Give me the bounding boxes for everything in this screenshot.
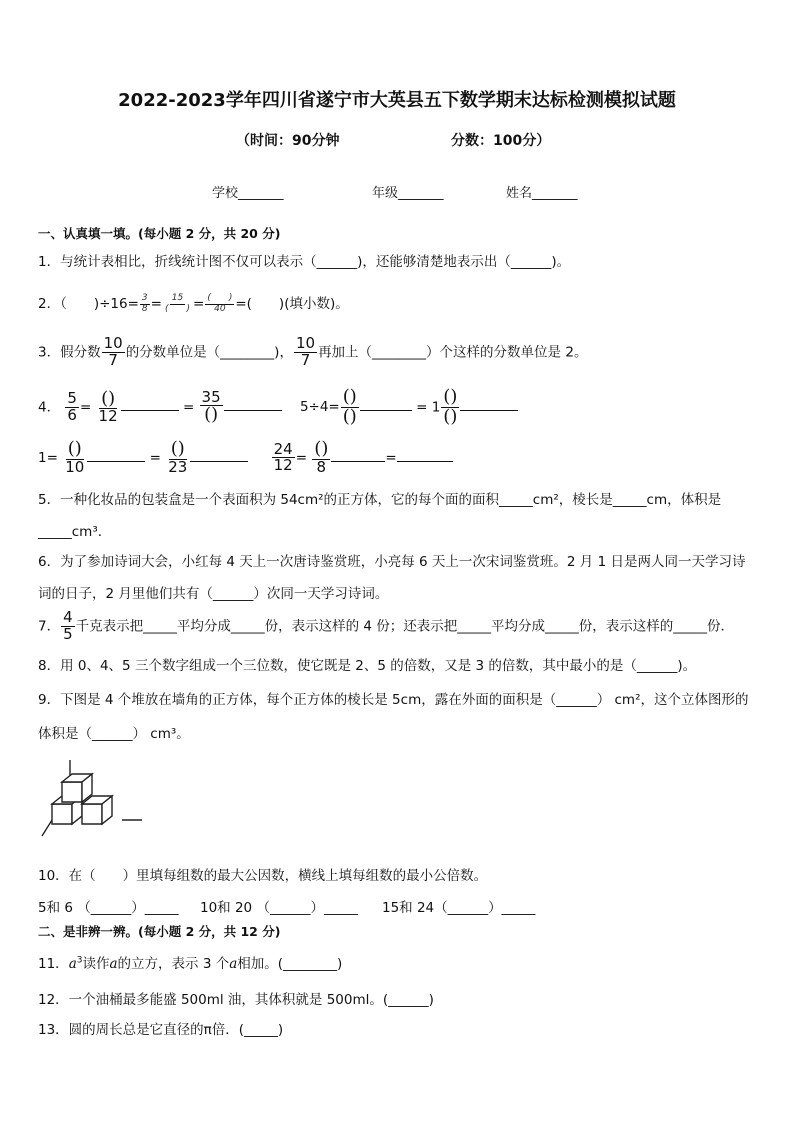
question-8: 8．用 0、4、5 三个数字组成一个三位数，使它既是 2、5 的倍数，又是 3 的倍数，其中最小的是（______)。: [38, 658, 697, 674]
question-6-line-2: 词的日子，2 月里他们共有（______）次同一天学习诗词。: [38, 586, 389, 602]
question-6-line-1: 6．为了参加诗词大会，小红每 4 天上一次唐诗鉴赏班，小亮每 6 天上一次宋词鉴赏班。2 月 1 日是两人同一天学习诗: [38, 554, 746, 570]
q11-text-2: 的立方，表示 3 个: [117, 956, 230, 972]
q7-text: 千克表示把_____平均分成_____份，表示这样的 4 份；还表示把_____平均分成_____份，表示这样的_____份．: [75, 618, 735, 635]
question-9-line-1: 9．下图是 4 个堆放在墙角的正方体，每个正方体的棱长是 5cm，露在外面的面积是（______） cm²，这个立体图形的: [38, 692, 749, 708]
q4-fraction-24-12: $\frac{24}{12}$: [273, 439, 293, 475]
q4-eq: =: [149, 449, 161, 466]
q4-eq: =: [385, 449, 397, 466]
q4-eq: =: [182, 399, 195, 416]
q2-fraction-3: $\frac{( )}{40}$: [207, 293, 233, 314]
answer-blank[interactable]: [331, 447, 385, 462]
q4-division: 5÷4=: [299, 399, 340, 416]
question-5-line-2: _____cm³．: [38, 524, 112, 540]
q4-fraction-5-6: $\frac{5}{6}$: [67, 389, 77, 424]
q3-end: 再加上（________）个这样的分数单位是 2。: [318, 344, 588, 361]
question-1: 1．与统计表相比，折线统计图不仅可以表示（______)，还能够清楚地表示出（______)。: [38, 254, 571, 270]
answer-blank[interactable]: [121, 396, 179, 411]
question-3: [38, 336, 587, 369]
q4-one-eq: 1=: [38, 449, 58, 466]
section-1-heading: 一、认真填一填。(每小题 2 分，共 20 分): [38, 226, 281, 241]
question-11: [38, 952, 342, 972]
question-5-line-1: 5．一种化妆品的包装盒是一个表面积为 54cm²的正方体，它的每个面的面积_____cm²，棱长是_____cm，体积是: [38, 492, 722, 508]
q4-eq: =: [416, 399, 428, 416]
question-7: [38, 610, 734, 643]
question-4-row-1: [38, 388, 518, 427]
q7-fraction: $\frac{4}{5}$: [63, 608, 73, 643]
q4-fraction-p-10: $\frac{()}{10}$: [65, 438, 85, 476]
q2-end: =( )(填小数)。: [235, 296, 349, 312]
q3-start: 3．假分数: [38, 344, 101, 361]
name-field[interactable]: 姓名_______: [506, 186, 578, 201]
answer-blank[interactable]: [87, 447, 145, 462]
q10-group-2: 10和 20 （______）_____: [200, 900, 358, 916]
q11-text-1: 读作: [82, 956, 110, 972]
answer-blank[interactable]: [360, 396, 412, 411]
question-9-line-2: 体积是（______） cm³。: [38, 726, 190, 742]
question-13: 13．圆的周长总是它直径的π倍．(_____): [38, 1022, 284, 1038]
q11-var: a: [229, 956, 238, 972]
q11-label: 11．: [38, 956, 69, 972]
q2-eq: =: [193, 296, 205, 312]
q4-fraction-p-p: $\frac{()}{()}$: [443, 386, 458, 427]
q3-fraction-a: $\frac{10}{7}$: [103, 334, 123, 369]
question-12: 12．一个油桶最多能盛 500ml 油，其体积就是 500ml。(______): [38, 992, 434, 1008]
q4-fraction-p-23: $\frac{()}{23}$: [168, 438, 188, 476]
q7-label: 7．: [38, 618, 61, 635]
answer-blank[interactable]: [224, 396, 282, 411]
q10-group-1: 5和 6 （______）_____: [38, 900, 179, 916]
q4-label: 4．: [38, 399, 61, 416]
q2-fraction-2: $\frac{15}{( )}$: [164, 293, 190, 314]
answer-blank[interactable]: [397, 447, 453, 462]
q4-fraction-p-p: $\frac{()}{()}$: [342, 386, 357, 427]
score-info: 分数：100分）: [451, 133, 551, 149]
q11-var: a: [109, 956, 118, 972]
answer-blank[interactable]: [460, 396, 518, 411]
q2-start: 2．（ )÷16=: [38, 296, 139, 312]
q10-group-3: 15和 24（______）_____: [382, 900, 536, 916]
q4-whole-1: 1: [431, 399, 441, 416]
q4-fraction-p-12: $\frac{()}{12}$: [98, 387, 118, 426]
q4-eq: =: [79, 399, 92, 416]
q11-text-3: 相加。(________): [237, 956, 343, 972]
section-2-heading: 二、是非辨一辨。(每小题 2 分，共 12 分): [38, 924, 281, 939]
stacked-cubes-figure: [36, 756, 146, 840]
q11-var: a: [68, 956, 77, 972]
time-info: （时间：90分钟: [236, 133, 340, 149]
q4-fraction-p-8: $\frac{()}{8}$: [314, 438, 329, 476]
q2-eq: =: [150, 296, 162, 312]
q4-fraction-35-p: $\frac{35}{()}$: [201, 387, 221, 426]
answer-blank[interactable]: [190, 447, 248, 462]
school-field[interactable]: 学校_______: [212, 186, 284, 201]
question-2: [38, 292, 349, 314]
question-10: 10．在（ ）里填每组数的最大公因数，横线上填每组数的最小公倍数。: [38, 868, 488, 884]
question-4-row-2: [38, 440, 453, 476]
page-title: 2022-2023学年四川省遂宁市大英县五下数学期末达标检测模拟试题: [118, 90, 676, 111]
grade-field[interactable]: 年级_______: [372, 186, 444, 201]
q11-exponent: 3: [76, 955, 83, 966]
q3-fraction-b: $\frac{10}{7}$: [295, 334, 316, 369]
q2-fraction-1: $\frac{3}{8}$: [141, 293, 148, 314]
q3-mid: 的分数单位是（________)，: [125, 344, 293, 361]
q4-eq: =: [295, 449, 307, 466]
